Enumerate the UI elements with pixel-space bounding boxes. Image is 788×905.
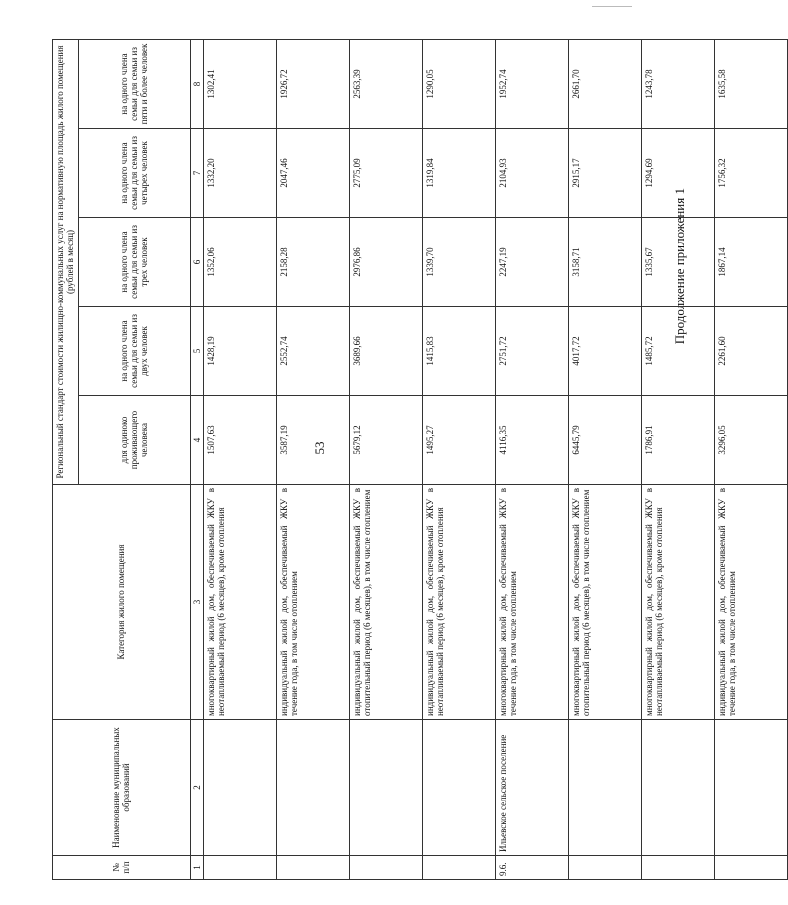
table-row <box>350 39 423 879</box>
column-index: 5 <box>190 307 203 396</box>
value-four: 1332,20 <box>204 129 277 218</box>
value-two: 2552,74 <box>277 307 350 396</box>
row-category: индивидуальный жилой дом, обеспечиваемый ЖКУ в течение года, в том числе отоплением <box>715 485 788 720</box>
value-three: 1867,14 <box>715 218 788 307</box>
value-single: 1786,91 <box>642 396 715 485</box>
value-three: 3158,71 <box>569 218 642 307</box>
value-single: 5679,12 <box>350 396 423 485</box>
header-category: Категория жилого помещения <box>53 485 191 720</box>
value-five: 2661,70 <box>569 39 642 128</box>
value-four: 1319,84 <box>423 129 496 218</box>
column-index: 2 <box>190 720 203 856</box>
value-two: 1428,19 <box>204 307 277 396</box>
value-five: 1243,78 <box>642 39 715 128</box>
header-sub-single: для одиноко проживающего человека <box>78 396 190 485</box>
value-three: 2247,19 <box>496 218 569 307</box>
header-num: № п/п <box>53 856 191 880</box>
row-category: многоквартирный жилой дом, обеспечиваемый ЖКУ в неотапливаемый период (6 месяцев), кроме отопления <box>642 485 715 720</box>
row-category: многоквартирный жилой дом, обеспечиваемый ЖКУ в течение года, в том числе отоплением <box>496 485 569 720</box>
value-five: 1952,74 <box>496 39 569 128</box>
header-standard: Региональный стандарт стоимости жилищно-коммунальных услуг на нормативную площадь жилого помещения (рублей в месяц) <box>53 39 79 484</box>
value-five: 1302,41 <box>204 39 277 128</box>
row-municipality <box>715 720 788 856</box>
row-num: 9.6. <box>496 856 569 880</box>
value-three: 1335,67 <box>642 218 715 307</box>
value-four: 2775,09 <box>350 129 423 218</box>
value-four: 1756,32 <box>715 129 788 218</box>
value-two: 2261,60 <box>715 307 788 396</box>
row-municipality <box>569 720 642 856</box>
value-five: 2563,39 <box>350 39 423 128</box>
header-sub-four: на одного члена семьи для семьи из четырех человек <box>78 129 190 218</box>
row-category: индивидуальный жилой дом, обеспечиваемый ЖКУ в отопительный период (6 месяцев), в том числе отоплением <box>350 485 423 720</box>
value-single: 4116,35 <box>496 396 569 485</box>
value-four: 1294,69 <box>642 129 715 218</box>
value-three: 2158,28 <box>277 218 350 307</box>
value-two: 3689,66 <box>350 307 423 396</box>
column-index: 8 <box>190 39 203 128</box>
value-four: 2047,46 <box>277 129 350 218</box>
row-category: многоквартирный жилой дом, обеспечиваемый ЖКУ в неотапливаемый период (6 месяцев), кроме отопления <box>204 485 277 720</box>
header-row-1 <box>53 39 79 879</box>
table-row <box>569 39 642 879</box>
scan-edge-mark <box>592 6 632 7</box>
row-category: индивидуальный жилой дом, обеспечиваемый ЖКУ в течение года, в том числе отоплением <box>277 485 350 720</box>
value-four: 2104,93 <box>496 129 569 218</box>
page-number: 53 <box>312 441 327 455</box>
column-index: 1 <box>190 856 203 880</box>
value-single: 1507,63 <box>204 396 277 485</box>
header-sub-five: на одного члена семьи для семьи из пяти и более человек <box>78 39 190 128</box>
row-num <box>569 856 642 880</box>
value-four: 2915,17 <box>569 129 642 218</box>
row-num <box>350 856 423 880</box>
row-category: индивидуальный жилой дом, обеспечиваемый ЖКУ в неотапливаемый период (6 месяцев), кроме отопления <box>423 485 496 720</box>
header-sub-two: на одного члена семьи для семьи из двух человек <box>78 307 190 396</box>
value-three: 1352,06 <box>204 218 277 307</box>
value-three: 2976,86 <box>350 218 423 307</box>
value-single: 6445,79 <box>569 396 642 485</box>
row-num <box>642 856 715 880</box>
tariff-table <box>52 39 788 880</box>
header-municipality: Наименование муниципальных образований <box>53 720 191 856</box>
row-num <box>715 856 788 880</box>
row-municipality <box>277 720 350 856</box>
row-num <box>204 856 277 880</box>
row-municipality <box>204 720 277 856</box>
row-num <box>277 856 350 880</box>
value-five: 1290,05 <box>423 39 496 128</box>
column-index: 4 <box>190 396 203 485</box>
value-two: 4017,72 <box>569 307 642 396</box>
table-row <box>277 39 350 879</box>
value-five: 1635,58 <box>715 39 788 128</box>
value-single: 3296,05 <box>715 396 788 485</box>
column-index-row <box>190 39 203 879</box>
header-sub-three: на одного члена семьи для семьи из трех человек <box>78 218 190 307</box>
value-single: 3587,19 <box>277 396 350 485</box>
value-five: 1926,72 <box>277 39 350 128</box>
value-three: 1339,70 <box>423 218 496 307</box>
row-municipality <box>642 720 715 856</box>
row-num <box>423 856 496 880</box>
table-row <box>496 39 569 879</box>
column-index: 3 <box>190 485 203 720</box>
value-two: 1485,72 <box>642 307 715 396</box>
column-index: 7 <box>190 129 203 218</box>
row-category: многоквартирный жилой дом, обеспечиваемый ЖКУ в отопительный период (6 месяцев), в том числе отоплением <box>569 485 642 720</box>
value-single: 1495,27 <box>423 396 496 485</box>
row-municipality <box>423 720 496 856</box>
table-row <box>204 39 277 879</box>
appendix-label: Продолжение приложения 1 <box>672 188 687 345</box>
value-two: 2751,72 <box>496 307 569 396</box>
row-municipality <box>350 720 423 856</box>
column-index: 6 <box>190 218 203 307</box>
table-row <box>423 39 496 879</box>
value-two: 1415,83 <box>423 307 496 396</box>
row-municipality: Ильевское сельское поселение <box>496 720 569 856</box>
table-row <box>642 39 715 879</box>
table-row <box>715 39 788 879</box>
